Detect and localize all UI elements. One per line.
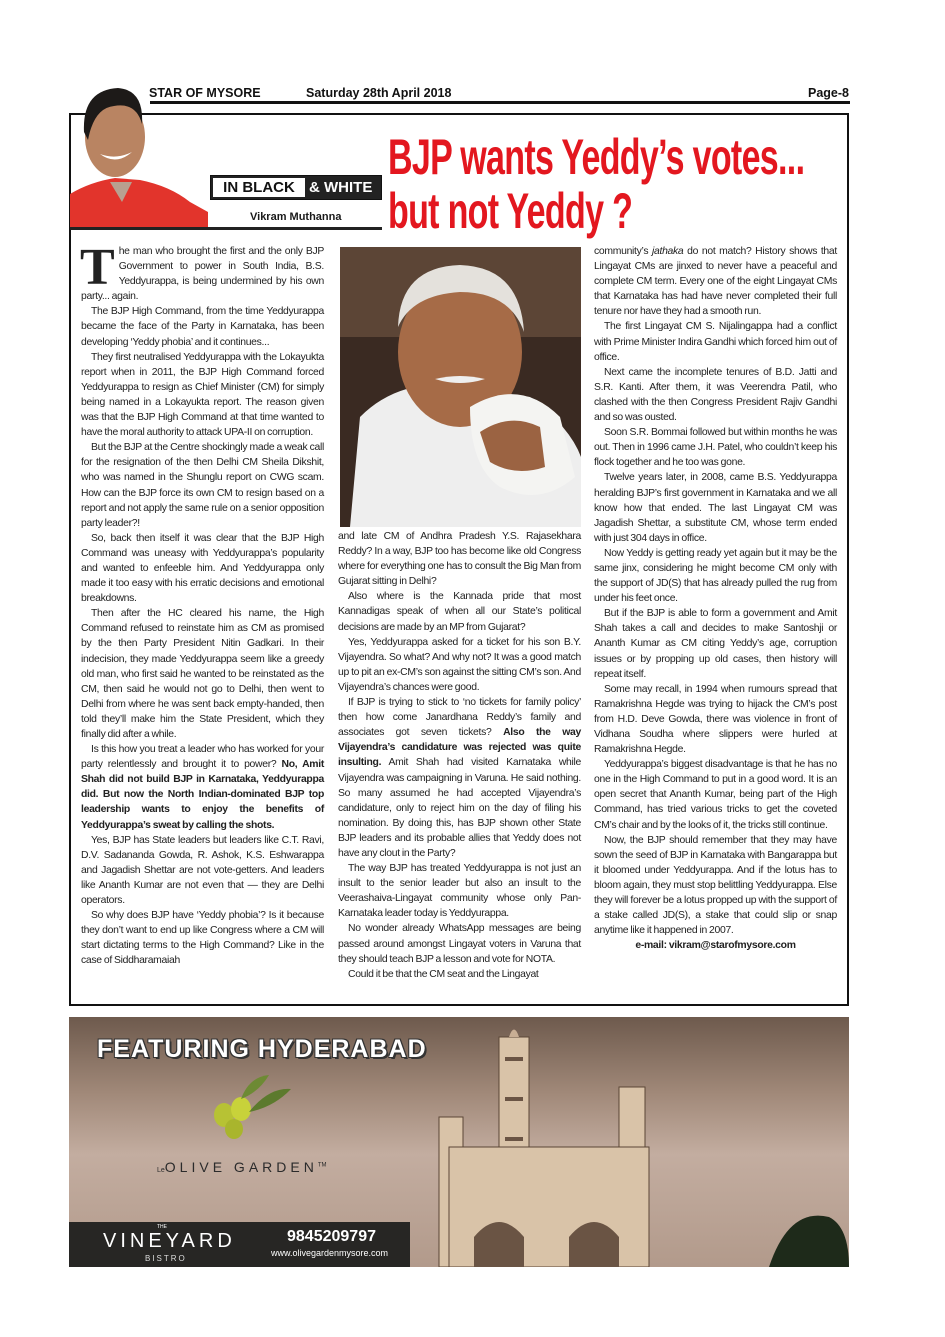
text-run: he man who brought the first and the only BJP Government to power in South India, B.S. Yeddyurappa, is being undermined by his own party... again. <box>81 246 324 303</box>
text-run: Also the way Vijayendra’s candidature was rejected was quite insulting. <box>338 727 581 769</box>
ad-phone[interactable]: 9845209797 <box>287 1228 376 1245</box>
article-paragraph <box>338 695 581 861</box>
text-run: community’s <box>594 246 652 257</box>
article-paragraph <box>338 635 581 695</box>
text-run: So why does BJP have ‘Yeddy phobia’? Is it because they don’t want to end up like Congress where a CM will start dictating terms to the High Command? Like in the case of Siddharamaiah <box>81 910 324 967</box>
trademark: TM <box>317 1162 327 1169</box>
text-run: They first neutralised Yeddyurappa with the Lokayukta report when in 2011, the BJP High Command forced Yeddyurappa to resign as Chief Minister (CM) for simply being named in a Lokayukta report. The reason given was that the BJP High Command at that time wanted to have the moral authority to attack UPA-II on corruption. <box>81 351 324 439</box>
article-paragraph <box>81 606 324 742</box>
article-column-2 <box>338 529 581 982</box>
olive-garden-logo <box>157 1159 327 1175</box>
text-run: do not match? History shows that Lingayat CMs are jinxed to never have a peaceful and complete CM term. Every one of the eight Lingayat CMs that Karnataka has had have never completed their full tenure nor have they had a smooth run. <box>594 246 837 318</box>
article-paragraph <box>338 967 581 982</box>
headline-line-1: BJP wants Yeddy’s votes... <box>388 129 805 185</box>
article-paragraph <box>594 606 837 681</box>
article-paragraph <box>594 365 837 425</box>
article-paragraph <box>81 908 324 968</box>
text-run: Twelve years later, in 2008, came B.S. Yeddyurappa heralding BJP’s first government in Karnataka and we all know how that ended. The last Lingayat CM was Jagadish Shettar, a substitute CM, whose term ended with just 304 days in office. <box>594 472 837 544</box>
article-column-1 <box>80 239 324 969</box>
ad-website[interactable]: www.olivegardenmysore.com <box>271 1248 389 1258</box>
article-paragraph <box>594 425 837 470</box>
article-column-3 <box>594 244 837 953</box>
headline-line-2: but not Yeddy ? <box>388 183 633 239</box>
column-brand-badge <box>210 175 382 200</box>
newspaper-name: STAR OF MYSORE <box>149 86 261 100</box>
columnist-photo <box>70 82 208 229</box>
author-email[interactable]: e-mail: vikram@starofmysore.com <box>635 940 796 952</box>
article-paragraph <box>81 304 324 349</box>
page-number: Page-8 <box>808 86 849 100</box>
vineyard-the: THE <box>157 1224 167 1230</box>
text-run: Next came the incomplete tenures of B.D. Jatti and S.R. Kanti. After them, it was Veerendra Patil, who clashed with the then Congress President Rajiv Gandhi and so was ousted. <box>594 366 837 424</box>
text-run: Yeddyurappa’s biggest disadvantage is that he has no one in the High Command to put in a good word. It is an open secret that Ananth Kumar, being part of the High Command, has tried various tricks to get the coveted CM’s chair and by the looks of it, the tricks still continue. <box>594 759 837 831</box>
text-run: Now, the BJP should remember that they may have sown the seed of BJP in Karnataka with Bangarappa but it bloomed under Yeddyurappa. And if the lotus has to bloom again, they must stop belittling Yeddyurappa. Else they will forever be a lotus propped up with the support of a stake called JD(S), a stake that could slip or snap anytime like it happened in 2007. <box>594 834 837 937</box>
advertisement-banner[interactable] <box>69 1017 849 1267</box>
text-run: The BJP High Command, from the time Yeddyurappa became the face of the Party in Karnataka, has been developing ‘Yeddy phobia’ and it continues... <box>81 306 324 348</box>
article-paragraph <box>338 589 581 634</box>
text-run: Also where is the Kannada pride that most Kannadigas speak of when all our State’s political decisions are made by an MP from Gujarat? <box>338 591 581 633</box>
text-run: Amit Shah had visited Karnataka while Vijayendra was campaigning in Varuna. He said nothing. So many assumed he had accepted Vijayendra’s candidature, only to reject him on the day of filing his nomination. By doing this, has BJP shown other State BJP leaders and its probable allies that Yeddy does not have any clout in the Party? <box>338 757 581 859</box>
author-byline: Vikram Muthanna <box>250 211 342 223</box>
article-paragraph <box>594 244 837 319</box>
article-paragraph <box>81 531 324 606</box>
ad-title: FEATURING HYDERABAD <box>97 1035 427 1063</box>
article-paragraph <box>80 239 324 303</box>
header-rule <box>150 101 850 104</box>
text-run: Is this how you treat a leader who has worked for your party relentlessly and brought it to power? <box>81 744 324 771</box>
text-run: and late CM of Andhra Pradesh Y.S. Rajasekhara Reddy? In a way, BJP too has become like old Congress where for everything one has to consult the Big Man from Gujarat sitting in Delhi? <box>338 531 581 588</box>
text-run: Yes, BJP has State leaders but leaders like C.T. Ravi, D.V. Sadananda Gowda, R. Ashok, K.S. Eshwarappa and Jagadish Shettar are not vote-getters. And leaders like Ananth Kumar are not even that — they are Delhi operators. <box>81 834 324 907</box>
vineyard-logo: VINEYARD <box>103 1230 236 1252</box>
article-paragraph <box>338 529 581 589</box>
brand-name: OLIVE GARDEN <box>164 1159 318 1175</box>
article-paragraph <box>81 440 324 531</box>
text-run: Then after the HC cleared his name, the High Command refused to reinstate him as CM as promised by the then Party President Nitin Gadkari. In their indecision, they made Yeddyurappa seem like a greedy old man, who first said he wanted to be reinstated as the CM, then said he would not go to Delhi, then went to Delhi from where he was sent back empty-handed, then told they’ll make him the State President, which they finally did after a while. <box>81 608 324 740</box>
text-run: So, back then itself it was clear that the BJP High Command was uneasy with Yeddyurappa’s popularity and wanted to enfeeble him. And Yeddyurappa only made it too easy with his erratic decisions and emotional breakdowns. <box>81 532 324 605</box>
article-paragraph <box>338 921 581 966</box>
text-run: No wonder already WhatsApp messages are being passed around amongst Lingayat voters in Varuna that they should teach BJP a lesson and vote for NOTA. <box>338 923 581 965</box>
article-paragraph <box>81 742 324 833</box>
text-run: Could it be that the CM seat and the Lingayat <box>348 968 539 980</box>
text-run: If BJP is trying to stick to ‘no tickets for family policy’ then how come Janardhana Reddy’s family and associates got seven tickets? <box>338 697 581 739</box>
article-paragraph <box>594 470 837 545</box>
text-run: Now Yeddy is getting ready yet again but it may be the same jinx, considering he might become CM only with the support of JD(S) that has already pulled the rug from under his feet once. <box>594 547 837 605</box>
article-paragraph <box>594 682 837 757</box>
article-paragraph <box>594 546 837 606</box>
drop-cap: T <box>80 239 115 296</box>
article-paragraph <box>594 757 837 832</box>
brand-white: & WHITE <box>309 179 373 196</box>
brand-prefix: Le <box>157 1167 165 1174</box>
yeddyurappa-photo <box>340 247 581 527</box>
bistro-label: BISTRO <box>145 1254 187 1263</box>
text-run: jathaka <box>652 246 684 257</box>
text-run: The first Lingayat CM S. Nijalingappa had a conflict with Prime Minister Indira Gandhi which forced him out of office. <box>594 321 837 363</box>
article-paragraph <box>81 350 324 441</box>
article-paragraph <box>594 319 837 364</box>
article-paragraph <box>338 861 581 921</box>
text-run: Yes, Yeddyurappa asked for a ticket for his son B.Y. Vijayendra. So what? And why not? It was a good match up to pit an ex-CM’s son against the sitting CM’s son. And Vijayendra’s chances were good. <box>338 636 581 693</box>
issue-date: Saturday 28th April 2018 <box>306 86 452 100</box>
brand-black: IN BLACK <box>213 178 305 197</box>
text-run: But the BJP at the Centre shockingly made a weak call for the resignation of the then Delhi CM Sheila Dikshit, who was named in the Shunglu report on CWG scam. How can the BJP force its own CM to resign based on a report and not apply the same rule on a senior opposition party leader?! <box>81 442 324 529</box>
text-run: The way BJP has treated Yeddyurappa is not just an insult to the senior leader but also an insult to the Veerashaiva-Lingayat community whose only Pan-Karnataka leader today is Yeddyurappa. <box>338 863 581 920</box>
text-run: No, Amit Shah did not build BJP in Karnataka, Yeddyurappa did. But now the North Indian-dominated BJP top leadership wants to enjoy the benefits of Yeddyurappa’s sweat by calling the shots. <box>81 759 324 831</box>
ad-contact-bar <box>69 1222 410 1267</box>
text-run: Some may recall, in 1994 when rumours spread that Ramakrishna Hegde was trying to hijack the CM’s post from H.D. Deve Gowda, there was violence in front of Vidhana Soudha where slippers were hurled at Ramakrishna Hegde. <box>594 683 837 756</box>
text-run: Soon S.R. Bommai followed but within months he was out. Then in 1996 came J.H. Patel, who couldn’t keep his flock together and he too was gone. <box>594 427 837 469</box>
byline-rule <box>70 227 382 230</box>
article-paragraph <box>81 833 324 908</box>
article-paragraph <box>594 833 837 939</box>
text-run: But if the BJP is able to form a government and Amit Shah takes a call and decides to make Santoshji or Ananth Kumar as CM citing Yeddy’s age, corruption issues or by propping up old cases, then history will repeat itself. <box>594 608 837 680</box>
